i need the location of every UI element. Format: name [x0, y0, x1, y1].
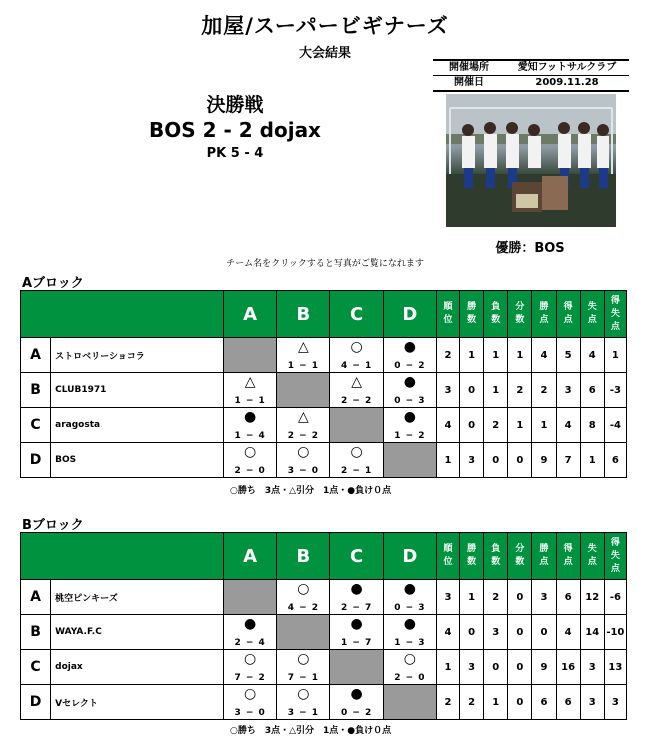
block-b-table — [20, 532, 627, 720]
match-result — [224, 373, 276, 407]
stat-header-char: 数 — [515, 315, 525, 325]
stat-header — [604, 533, 626, 580]
stat-value: 3 — [532, 580, 556, 615]
stat-value: 1 — [460, 338, 484, 373]
match-result-cell — [277, 685, 330, 720]
team-row — [21, 685, 627, 720]
result-symbol: ● — [350, 581, 363, 597]
match-result-cell — [223, 408, 276, 443]
stat-value: 6 — [604, 443, 626, 478]
result-score: 2 − 4 — [234, 638, 266, 648]
stat-header-char: 順 — [443, 302, 453, 312]
stat-header-char: 数 — [467, 315, 477, 325]
stat-header — [484, 533, 508, 580]
self-match-cell — [330, 408, 383, 443]
result-symbol: △ — [351, 374, 362, 390]
self-match-cell — [223, 580, 276, 615]
stat-value: 3 — [604, 685, 626, 720]
stat-header — [508, 291, 532, 338]
result-symbol: ● — [244, 616, 257, 632]
self-match-cell — [277, 373, 330, 408]
match-result-cell — [223, 615, 276, 650]
col-header-c: C — [330, 533, 383, 580]
match-result-cell — [277, 580, 330, 615]
winner-label: 優勝：BOS — [495, 241, 565, 256]
result-score: 2 − 2 — [340, 396, 373, 406]
page-title: 加屋/スーパービギナーズ — [201, 14, 449, 38]
result-symbol: ● — [403, 374, 416, 390]
result-symbol: △ — [244, 374, 256, 390]
stat-header-char: 勝 — [467, 302, 477, 312]
stat-value: 13 — [604, 650, 626, 685]
event-info — [433, 59, 629, 92]
stat-value: 0 — [508, 580, 532, 615]
match-result-cell — [223, 685, 276, 720]
stat-header-char: 失 — [610, 550, 620, 561]
team-photo — [446, 94, 616, 227]
match-result-cell — [277, 338, 330, 373]
match-result-cell — [383, 408, 436, 443]
result-symbol: ○ — [297, 651, 310, 667]
stat-value: 4 — [532, 338, 556, 373]
stat-header-char: 負 — [491, 302, 501, 312]
stat-header-char: 点 — [610, 563, 620, 574]
match-result-cell — [277, 650, 330, 685]
result-score: 3 − 1 — [287, 708, 320, 718]
match-result — [330, 338, 382, 372]
team-row — [21, 338, 627, 373]
result-symbol: ● — [403, 581, 416, 597]
result-score: 3 − 0 — [287, 466, 320, 476]
stat-value: 0 — [508, 443, 532, 478]
stat-header-char: 失 — [587, 544, 597, 554]
stat-value: 3 — [436, 580, 459, 615]
click-note: チーム名をクリックすると写真がご覧になれます — [226, 259, 424, 269]
stat-header — [556, 533, 580, 580]
venue-label: 開催場所 — [449, 62, 489, 73]
match-result — [277, 338, 329, 372]
self-match-cell — [383, 685, 436, 720]
row-letter: A — [21, 338, 51, 373]
stat-value: 1 — [436, 443, 459, 478]
header-row — [21, 533, 627, 580]
row-letter: B — [21, 615, 51, 650]
stat-header-char: 点 — [587, 315, 597, 325]
stat-value: 0 — [460, 615, 484, 650]
date-row — [433, 76, 629, 92]
col-header-a: A — [223, 533, 276, 580]
match-result-cell — [330, 443, 383, 478]
match-result — [384, 408, 436, 442]
stat-value: 4 — [580, 338, 604, 373]
result-symbol: ○ — [297, 686, 310, 702]
final-score: BOS 2 - 2 dojax — [149, 118, 321, 142]
result-score: 7 − 2 — [234, 673, 266, 683]
result-symbol: ○ — [244, 686, 257, 702]
row-letter: B — [21, 373, 51, 408]
match-result — [384, 580, 436, 614]
stat-value: 12 — [580, 580, 604, 615]
result-symbol: ● — [244, 409, 257, 425]
stat-header-char: 勝 — [539, 302, 549, 312]
team-name-link[interactable]: dojax — [51, 650, 224, 685]
stat-header — [436, 291, 459, 338]
stat-header-char: 点 — [563, 315, 573, 325]
result-symbol: ○ — [297, 444, 310, 460]
col-header-b: B — [277, 533, 330, 580]
team-name-link[interactable]: ストロベリーショコラ — [51, 338, 224, 373]
col-header-b: B — [277, 291, 330, 338]
stat-value: 3 — [556, 373, 580, 408]
result-score: 2 − 0 — [234, 466, 266, 476]
stat-header — [580, 291, 604, 338]
stat-header-char: 数 — [491, 315, 501, 325]
stat-value: 2 — [508, 373, 532, 408]
stat-value: 0 — [460, 373, 484, 408]
block-a-title: Aブロック — [22, 276, 84, 291]
stat-value: 1 — [580, 443, 604, 478]
stat-value: 6 — [556, 580, 580, 615]
stat-header-char: 得 — [610, 537, 620, 548]
stat-value: 1 — [484, 338, 508, 373]
result-score: 3 − 0 — [234, 708, 266, 718]
stat-header — [604, 291, 626, 338]
row-letter: C — [21, 650, 51, 685]
stat-value: 6 — [532, 685, 556, 720]
stat-value: 1 — [436, 650, 459, 685]
result-symbol: ● — [403, 339, 416, 355]
stat-header-char: 順 — [443, 544, 453, 554]
stat-value: 0 — [508, 685, 532, 720]
stat-value: 1 — [484, 373, 508, 408]
stat-header-char: 得 — [563, 302, 573, 312]
match-result — [384, 338, 436, 372]
match-result — [384, 373, 436, 407]
stat-header — [580, 533, 604, 580]
stat-value: 4 — [436, 408, 459, 443]
match-result — [330, 580, 382, 614]
stat-value: 5 — [556, 338, 580, 373]
team-name-link[interactable]: CLUB1971 — [51, 373, 224, 408]
result-score: 4 − 1 — [340, 361, 373, 371]
stat-header-char: 数 — [515, 557, 525, 567]
match-result — [224, 650, 276, 684]
team-row — [21, 373, 627, 408]
stat-header-char: 数 — [467, 557, 477, 567]
block-b-legend: ○勝ち 3点・△引分 1点・●負け０点 — [230, 726, 392, 736]
match-result — [277, 443, 329, 477]
stat-value: 1 — [532, 408, 556, 443]
col-header-d: D — [383, 291, 436, 338]
self-match-cell — [277, 615, 330, 650]
match-result-cell — [330, 373, 383, 408]
match-result — [277, 685, 329, 719]
stat-value: 8 — [580, 408, 604, 443]
stat-value: 2 — [460, 685, 484, 720]
stat-value: 1 — [460, 580, 484, 615]
match-result-cell — [383, 580, 436, 615]
match-result — [277, 408, 329, 442]
match-result-cell — [277, 408, 330, 443]
match-result-cell — [330, 580, 383, 615]
result-symbol: ○ — [350, 339, 363, 355]
header-blank — [21, 291, 224, 338]
block-a-legend: ○勝ち 3点・△引分 1点・●負け０点 — [230, 486, 392, 496]
stat-value: 2 — [532, 373, 556, 408]
stat-value: 1 — [484, 685, 508, 720]
stat-header-char: 点 — [539, 315, 549, 325]
stat-header — [460, 291, 484, 338]
stat-value: 9 — [532, 443, 556, 478]
block-a-table — [20, 290, 627, 478]
stat-value: 4 — [436, 615, 459, 650]
result-score: 7 − 1 — [287, 673, 320, 683]
stat-header-char: 勝 — [539, 544, 549, 554]
stat-header-char: 点 — [539, 557, 549, 567]
match-result — [384, 615, 436, 649]
final-label: 決勝戦 — [206, 94, 264, 116]
team-row — [21, 580, 627, 615]
result-score: 1 − 1 — [234, 396, 266, 406]
stat-header-char: 分 — [515, 544, 525, 554]
match-result-cell — [330, 615, 383, 650]
stat-value: 0 — [460, 408, 484, 443]
stat-value: 2 — [484, 580, 508, 615]
stat-value: 6 — [580, 373, 604, 408]
stat-header-char: 得 — [610, 295, 620, 306]
result-score: 4 − 2 — [287, 603, 320, 613]
row-letter: D — [21, 443, 51, 478]
result-score: 2 − 7 — [340, 603, 373, 613]
result-score: 1 − 7 — [340, 638, 373, 648]
stat-value: 3 — [460, 650, 484, 685]
result-symbol: ● — [350, 686, 363, 702]
stat-value: 0 — [508, 615, 532, 650]
match-result-cell — [223, 373, 276, 408]
result-symbol: ○ — [403, 651, 416, 667]
team-name-link[interactable]: Vセレクト — [51, 685, 224, 720]
stat-value: 3 — [580, 650, 604, 685]
match-result — [330, 615, 382, 649]
header-blank — [21, 533, 224, 580]
match-result — [224, 443, 276, 477]
result-symbol: ○ — [244, 651, 257, 667]
header-row — [21, 291, 627, 338]
stat-value: 4 — [556, 615, 580, 650]
stat-value: 1 — [508, 338, 532, 373]
stat-value: 3 — [436, 373, 459, 408]
stat-header-char: 負 — [491, 544, 501, 554]
stat-value: 2 — [436, 338, 459, 373]
stat-value: 3 — [580, 685, 604, 720]
stat-header-char: 数 — [491, 557, 501, 567]
stat-header-char: 点 — [563, 557, 573, 567]
stat-value: -4 — [604, 408, 626, 443]
match-result — [224, 685, 276, 719]
stat-value: -10 — [604, 615, 626, 650]
stat-value: 0 — [508, 650, 532, 685]
date-label: 開催日 — [454, 77, 484, 88]
match-result — [384, 650, 436, 684]
team-row — [21, 408, 627, 443]
match-result — [224, 615, 276, 649]
match-result-cell — [277, 443, 330, 478]
result-symbol: △ — [297, 409, 309, 425]
self-match-cell — [383, 443, 436, 478]
stat-value: 2 — [436, 685, 459, 720]
match-result-cell — [223, 650, 276, 685]
stat-header — [532, 291, 556, 338]
stat-value: 14 — [580, 615, 604, 650]
match-result-cell — [383, 338, 436, 373]
result-score: 1 − 1 — [287, 361, 320, 371]
block-b-title: Bブロック — [22, 518, 84, 533]
match-result — [277, 580, 329, 614]
stat-header-char: 失 — [610, 308, 620, 319]
match-result — [330, 373, 382, 407]
result-score: 0 − 3 — [394, 603, 426, 613]
stat-header — [508, 533, 532, 580]
team-row — [21, 615, 627, 650]
match-result-cell — [330, 338, 383, 373]
result-score: 1 − 4 — [234, 431, 266, 441]
stat-header — [484, 291, 508, 338]
stat-header — [436, 533, 459, 580]
col-header-a: A — [223, 291, 276, 338]
result-score: 0 − 2 — [340, 708, 373, 718]
self-match-cell — [330, 650, 383, 685]
row-letter: A — [21, 580, 51, 615]
stat-header-char: 点 — [587, 557, 597, 567]
stat-header-char: 位 — [443, 557, 453, 567]
team-row — [21, 650, 627, 685]
stat-value: 3 — [484, 615, 508, 650]
stat-value: 9 — [532, 650, 556, 685]
stat-value: 16 — [556, 650, 580, 685]
col-header-c: C — [330, 291, 383, 338]
match-result-cell — [383, 650, 436, 685]
match-result-cell — [330, 685, 383, 720]
stat-header — [460, 533, 484, 580]
stat-value: 1 — [604, 338, 626, 373]
date-value: 2009.11.28 — [535, 77, 599, 88]
stat-header-char: 分 — [515, 302, 525, 312]
self-match-cell — [223, 338, 276, 373]
stat-value: 7 — [556, 443, 580, 478]
match-result-cell — [223, 443, 276, 478]
venue-row — [433, 59, 629, 76]
stat-value: 0 — [484, 443, 508, 478]
result-symbol: ○ — [350, 444, 363, 460]
result-score: 1 − 2 — [394, 431, 426, 441]
team-row — [21, 443, 627, 478]
match-result-cell — [383, 615, 436, 650]
team-name-link[interactable]: BOS — [51, 443, 224, 478]
stat-header — [532, 533, 556, 580]
stat-value: 0 — [532, 615, 556, 650]
result-symbol: ● — [350, 616, 363, 632]
result-score: 1 − 3 — [394, 638, 426, 648]
match-result-cell — [383, 373, 436, 408]
row-letter: D — [21, 685, 51, 720]
venue-value: 愛知フットサルクラブ — [517, 62, 617, 73]
result-score: 0 − 2 — [394, 361, 426, 371]
match-result — [224, 408, 276, 442]
stat-value: 0 — [484, 650, 508, 685]
page-subtitle: 大会結果 — [298, 46, 351, 61]
result-score: 2 − 1 — [340, 466, 373, 476]
result-score: 0 − 3 — [394, 396, 426, 406]
result-symbol: ○ — [244, 444, 257, 460]
stat-header-char: 位 — [443, 315, 453, 325]
team-name-link[interactable]: aragosta — [51, 408, 224, 443]
stat-header-char: 失 — [587, 302, 597, 312]
stat-value: -6 — [604, 580, 626, 615]
stat-header-char: 点 — [610, 321, 620, 332]
stat-header-char: 勝 — [467, 544, 477, 554]
result-symbol: △ — [297, 339, 309, 355]
match-result — [330, 685, 382, 719]
stat-value: -3 — [604, 373, 626, 408]
stat-value: 4 — [556, 408, 580, 443]
stat-value: 3 — [460, 443, 484, 478]
match-result — [277, 650, 329, 684]
result-symbol: ○ — [297, 581, 310, 597]
team-name-link[interactable]: 桃空ピンキーズ — [51, 580, 224, 615]
result-score: 2 − 0 — [394, 673, 426, 683]
stat-header-char: 得 — [563, 544, 573, 554]
result-symbol: ● — [403, 616, 416, 632]
stat-value: 2 — [484, 408, 508, 443]
match-result — [330, 443, 382, 477]
final-pk: PK 5 - 4 — [206, 146, 264, 161]
result-symbol: ● — [403, 409, 416, 425]
result-score: 2 − 2 — [287, 431, 320, 441]
team-name-link[interactable]: WAYA.F.C — [51, 615, 224, 650]
stat-value: 6 — [556, 685, 580, 720]
row-letter: C — [21, 408, 51, 443]
stat-value: 1 — [508, 408, 532, 443]
stat-header — [556, 291, 580, 338]
col-header-d: D — [383, 533, 436, 580]
